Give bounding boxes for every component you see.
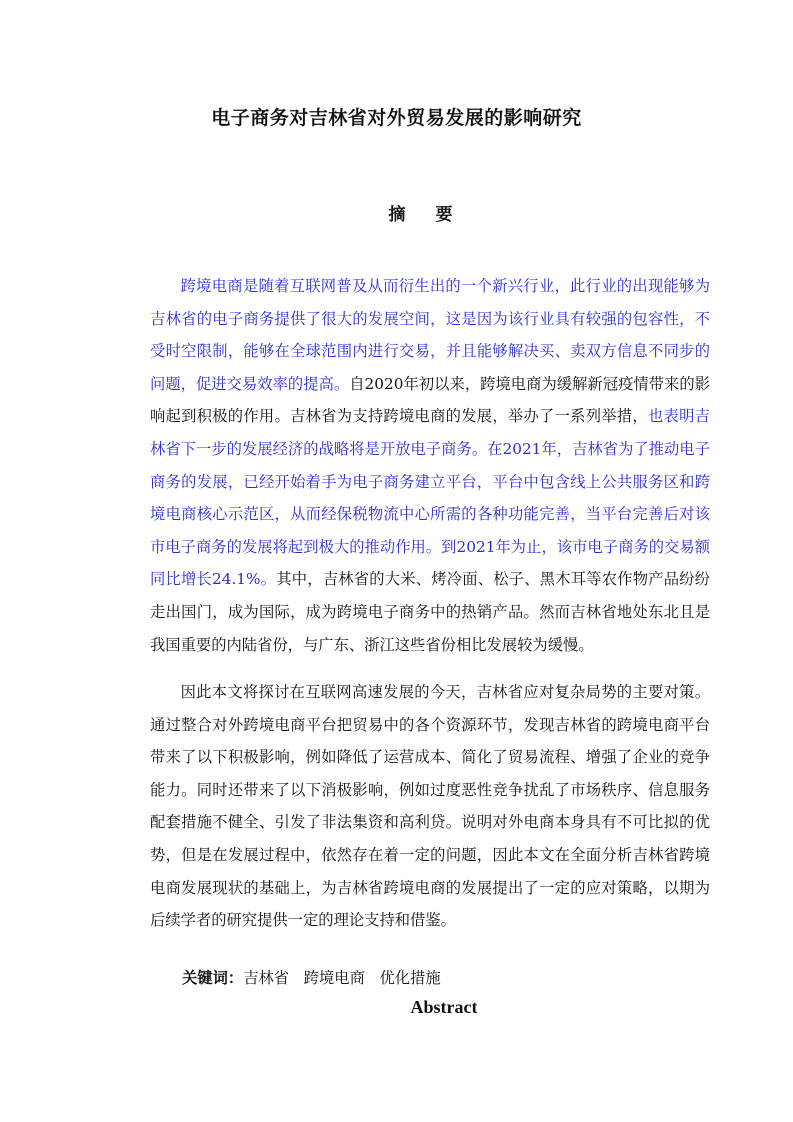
keywords-line (182, 966, 441, 988)
plain-text-b: 其中，吉林省的大米、烤冷面、松子、黑木耳等农作物产品纷纷走出国门，成为国际，成为跨境电子商务中的热销产品。然而吉林省地处东北且是我国重要的内陆省份，与广东、浙江这些省份相比发展较为缓慢。 (150, 570, 710, 654)
highlighted-text-a: 跨境电商是随着互联网普及从而衍生出的一个新兴行业，此行业的出现能够为吉林省的电子商务提供了很大的发展空间，这是因为该行业具有较强的包容性，不受时空限制，能够在全球范围内进行交易，并且能够解决买、卖双方信息不同步的问题，促进交易效率的提高。 (150, 277, 710, 393)
paragraph-2-text: 因此本文将探讨在互联网高速发展的今天，吉林省应对复杂局势的主要对策。通过整合对外跨境电商平台把贸易中的各个资源环节，发现吉林省的跨境电商平台带来了以下积极影响，例如降低了运营成本、简化了贸易流程、增强了企业的竞争能力。同时还带来了以下消极影响，例如过度恶性竞争扰乱了市场秩序、信息服务配套措施不健全、引发了非法集资和高利贷。说明对外电商本身具有不可比拟的优势，但是在发展过程中，依然存在着一定的问题，因此本文在全面分析吉林省跨境电商发展现状的基础上，为吉林省跨境电商的发展提出了一定的应对策略，以期为后续学者的研究提供一定的理论支持和借鉴。 (150, 683, 710, 930)
abstract-paragraph-2 (150, 676, 710, 937)
english-abstract-heading: Abstract (410, 997, 478, 1017)
keywords-label: 关键词： (182, 969, 244, 987)
abstract-heading: 摘 要 (388, 205, 465, 225)
abstract-paragraph-1 (150, 270, 710, 661)
highlighted-text-b: 也表明吉林省下一步的发展经济的战略将是开放电子商务。在2021年，吉林省为了推动电子商务的发展，已经开始着手为电子商务建立平台，平台中包含线上公共服务区和跨境电商核心示范区，从而经保税物流中心所需的各种功能完善，当平台完善后对该市电子商务的发展将起到极大的推动作用。到2021年为止，该市电子商务的交易额同比增长24.1%。 (150, 407, 710, 589)
plain-text-a: 自2020年初以来，跨境电商为缓解新冠疫情带来的影响起到积极的作用。吉林省为支持跨境电商的发展，举办了一系列举措， (150, 374, 710, 426)
keywords-value: 吉林省 跨境电商 优化措施 (243, 969, 441, 987)
document-title: 电子商务对吉林省对外贸易发展的影响研究 (211, 107, 582, 129)
